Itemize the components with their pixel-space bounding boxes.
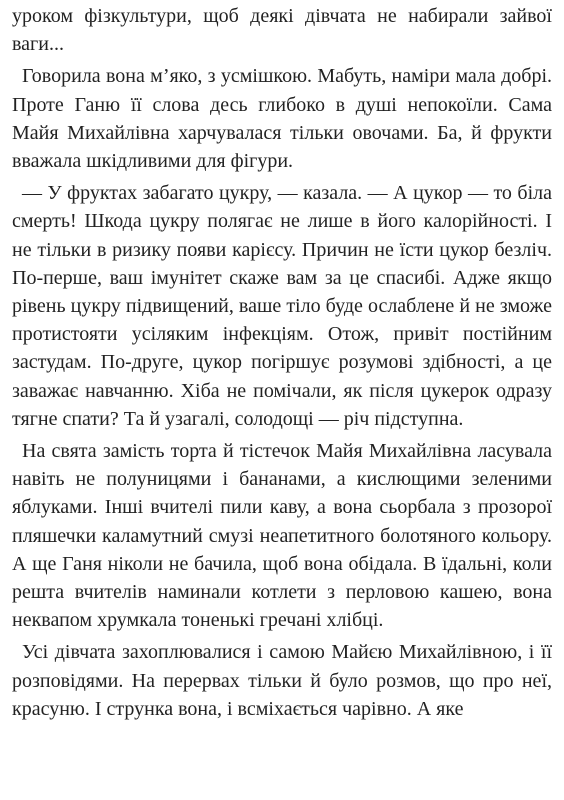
paragraph-2: Говорила вона м’яко, з усмішкою. Мабуть, наміри мала добрі. Проте Ганю її слова десь глибоко в душі непокоїли. Сама Майя Михайлівна харчувалася тільки овочами. Ба, й фрукти вважала шкідливими для фігури. [12, 65, 552, 173]
paragraph-1: уроком фізкультури, щоб деякі дівчата не набирали зайвої ваги... [12, 5, 552, 56]
paragraph-5: Усі дівчата захоплювалися і самою Майєю Михайлівною, і її розповідями. На перервах тільки й було розмов, що про неї, красуню. І струнка вона, і всміхається чарівно. А яке [12, 641, 552, 720]
book-page [12, 2, 552, 727]
paragraph-4: На свята замість торта й тістечок Майя Михайлівна ласувала навіть не полуницями і бананами, а кислющими зеленими яблуками. Інші вчителі пили каву, а вона сьорбала з прозорої пляшечки каламутний смузі неапетитного болотяного кольору. А ще Ганя ніколи не бачила, щоб вона обідала. В їдальні, коли решта вчителів наминали котлети з перловою кашею, вона неквапом хрумкала тоненькі гречані хлібці. [12, 440, 552, 632]
paragraph-3: — У фруктах забагато цукру, — казала. — А цукор — то біла смерть! Шкода цукру полягає не лише в його калорійності. І не тільки в ризику появи карієсу. Причин не їсти цукор безліч. По-перше, ваш імунітет скаже вам за це спасибі. Адже якщо рівень цукру підвищений, ваше тіло буде ослаблене й не зможе протистояти усіляким інфекціям. Отож, привіт постійним застудам. По-друге, цукор погіршує розумові здібності, а це заважає навчанню. Хіба не помічали, як після цукерок одразу тягне спати? Та й узагалі, солодощі — річ підступна. [12, 182, 552, 430]
